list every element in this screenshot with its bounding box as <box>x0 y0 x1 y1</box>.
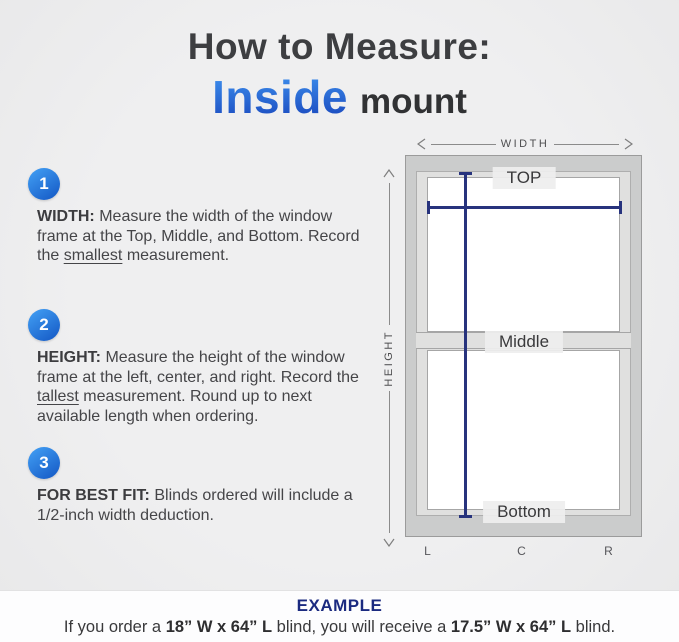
example-mid: blind, you will receive a <box>272 618 451 636</box>
step-1-text <box>37 207 367 266</box>
arrow-line <box>431 144 496 145</box>
step-1-body: Measure the width of the window frame at the Top, Middle, and Bottom. Record the <box>37 208 360 264</box>
example-post: blind. <box>571 618 616 636</box>
width-measure-line <box>427 206 622 209</box>
width-dimension-arrow <box>417 137 633 151</box>
example-heading: EXAMPLE <box>296 596 383 615</box>
arrow-down-icon <box>383 538 395 547</box>
title-highlight: Inside <box>212 71 348 123</box>
height-measure-line <box>464 172 467 518</box>
title-line2 <box>0 70 679 124</box>
step-3-label: FOR BEST FIT: <box>37 487 150 504</box>
example-ordered-size: 18” W x 64” L <box>165 618 273 636</box>
title-line1: How to Measure: <box>187 26 492 67</box>
step-3 <box>28 447 366 525</box>
step-2 <box>28 309 366 426</box>
step-3-number-badge: 3 <box>28 447 60 479</box>
left-mark: L <box>424 544 432 558</box>
step-1-label: WIDTH: <box>37 208 95 225</box>
step-1 <box>28 168 366 266</box>
example-pre: If you order a <box>63 618 166 636</box>
step-2-body-end: measurement. Round up to next available length when ordering. <box>37 388 312 425</box>
step-1-body-end: measurement. <box>122 247 230 264</box>
page-title <box>0 26 679 124</box>
lower-sash-pane <box>427 350 620 510</box>
step-2-body: Measure the height of the window frame at the left, center, and right. Record the <box>37 349 359 386</box>
arrow-line <box>389 391 390 533</box>
step-3-text <box>37 486 367 525</box>
width-axis-label: WIDTH <box>500 138 550 150</box>
step-2-text <box>37 348 367 426</box>
example-sentence <box>0 618 679 637</box>
example-received-size: 17.5” W x 64” L <box>450 618 572 636</box>
step-1-number-badge: 1 <box>28 168 60 200</box>
arrow-up-icon <box>383 169 395 178</box>
upper-sash-pane <box>427 177 620 332</box>
arrow-line <box>389 183 390 325</box>
step-2-label: HEIGHT: <box>37 349 101 366</box>
middle-position-label: Middle <box>485 331 563 353</box>
top-position-label: TOP <box>493 167 556 189</box>
center-mark: C <box>517 544 527 558</box>
title-suffix: mount <box>360 82 467 121</box>
arrow-left-icon <box>417 138 426 150</box>
height-axis-label: HEIGHT <box>383 329 395 387</box>
step-1-underlined-word: smallest <box>63 247 123 264</box>
step-3-body: Blinds ordered will include a 1/2-inch width deduction. <box>37 487 353 524</box>
right-mark: R <box>604 544 614 558</box>
arrow-right-icon <box>624 138 633 150</box>
example-section <box>0 590 679 642</box>
step-2-underlined-word: tallest <box>37 388 79 405</box>
step-2-number-badge: 2 <box>28 309 60 341</box>
height-dimension-arrow <box>382 169 396 547</box>
arrow-line <box>554 144 619 145</box>
bottom-position-label: Bottom <box>483 501 565 523</box>
